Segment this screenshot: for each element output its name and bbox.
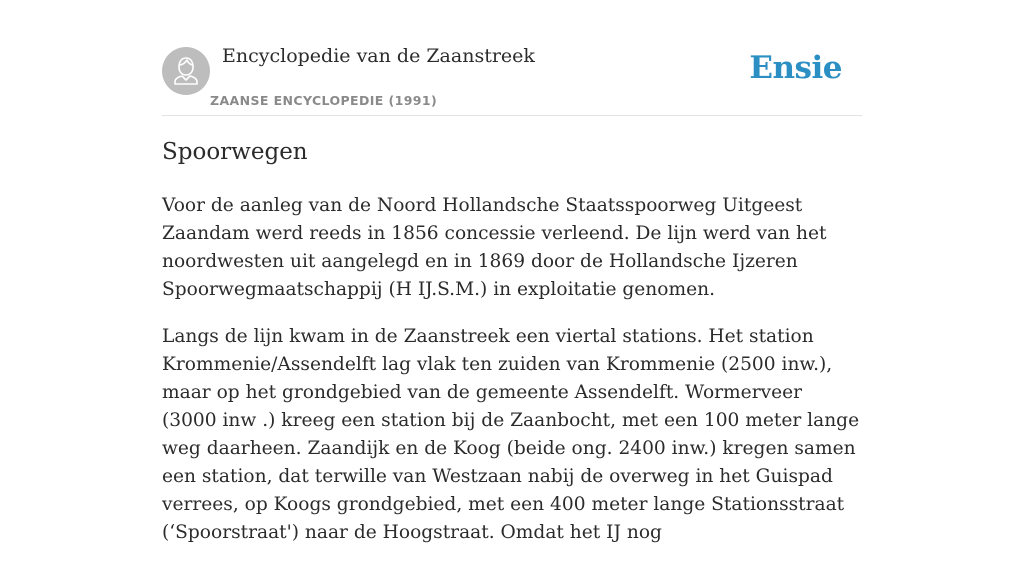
article-paragraph: Voor de aanleg van de Noord Hollandsche Staatsspoorweg Uitgeest Zaandam werd reeds in 1856 concessie verleend. De lijn werd van het noordwesten uit aangelegd en in 1869 door de Hollandsche Ijzeren Spoorwegmaatschappij (H IJ.S.M.) in exploitatie genomen.: [162, 195, 827, 300]
page-container: [162, 0, 862, 543]
article-title: Spoorwegen: [162, 139, 308, 165]
article-body: [162, 192, 862, 566]
source-subtitle[interactable]: ZAANSE ENCYCLOPEDIE (1991): [210, 93, 438, 108]
ensie-logo[interactable]: Ensie: [749, 50, 842, 86]
article-paragraph: Langs de lijn kwam in de Zaanstreek een viertal stations. Het station Krommenie/Assendelft lag vlak ten zuiden van Krommenie (2500 inw.), maar op het grondgebied van de gemeente Assendelft. Wormerveer (3000 inw .) kreeg een station bij de Zaanbocht, met een 100 meter lange weg daarheen. Zaandijk en de Koog (beide ong. 2400 inw.) kregen samen een station, dat terwille van Westzaan nabij de overweg in het Guispad verrees, op Koogs grondgebied, met een 400 meter lange Stationsstraat (‘Spoorstraat') naar de Hoogstraat. Omdat het IJ nog: [162, 326, 860, 543]
source-title[interactable]: Encyclopedie van de Zaanstreek: [222, 45, 535, 67]
source-header: [162, 0, 862, 116]
user-avatar-icon: [162, 47, 210, 95]
